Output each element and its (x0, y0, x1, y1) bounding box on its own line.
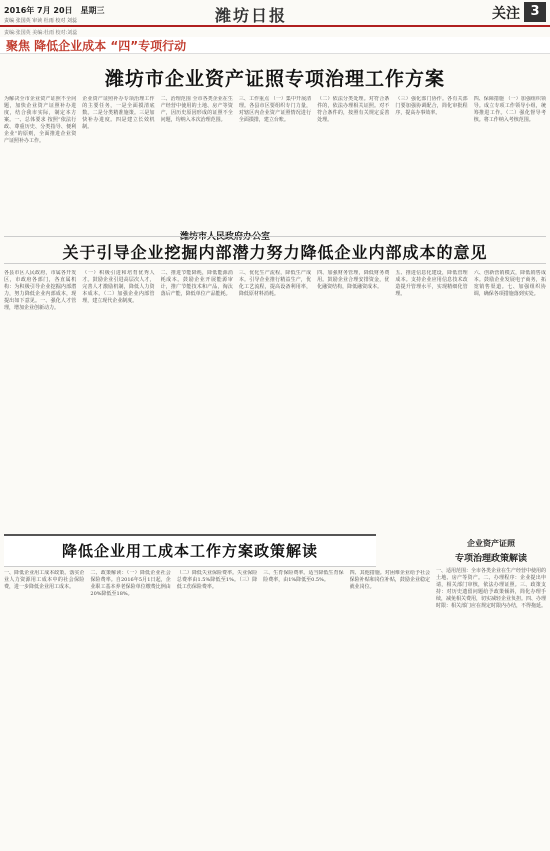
article3-col-4: 三、生育保险费率。适当降低生育保险费率，由1%降低至0.5%。 (263, 570, 344, 583)
article2-col-5: 四、加强财务管理，降低财务费用。鼓励企业合理安排资金，优化融资结构，降低融资成本。 (317, 270, 390, 290)
newspaper-logo: 潍坊日报 (215, 6, 288, 25)
sidebar-title: 专项治理政策解读 (454, 554, 527, 564)
article1-col-5: （二）依法分类处理。对符合条件的，依法办理相关证照。对不符合条件的，按照有关规定妥善处理。 (317, 96, 390, 123)
article2-col-2: （一）积极引进和培育优秀人才。鼓励企业引进高层次人才，完善人才激励机制，降低人力资本成本。（二）加强企业内部管理，建立现代企业制度。 (82, 270, 155, 304)
article3-col-1: 一、降低企业用工成本政策。落实企业人力资源用工成本中的社会保险费，进一步降低企业用工成本。 (4, 570, 85, 590)
article2-col-1: 各县市区人民政府，市属各开发区，市政府各部门，各直属机构：为积极引导企业挖掘内部潜力，努力降低企业内部成本，现提出如下意见。一、强化人才管理，增加企业创新动力。 (4, 270, 77, 311)
article1-col-6: （三）强化部门协作。各有关部门要加强协调配合，简化审批程序，提高办事效率。 (395, 96, 468, 116)
article1-col-4: 三、工作重点 （一）集中开展清理。各县市区要组织专门力量，对辖区内企业资产证照情况进行全面摸排，建立台账。 (238, 96, 312, 123)
article2-col-6: 五、推进信息化建设，降低管理成本。支持企业应用信息技术改造提升管理水平，实现精细化管理。 (395, 270, 468, 297)
article1-headline: 潍坊市企业资产证照专项治理工作方案 (104, 68, 445, 90)
masthead-date: 2016年 7月 20日 星期三 (4, 6, 105, 15)
article1-col-2: 企业资产证照补办专项治理工作的主要任务，一是全面摸清底数。二是分类精准施策。三是加快补办进度。四是建立长效机制。 (82, 96, 155, 130)
sidebar-policy-box (436, 534, 546, 851)
article1-col-3: 二、治理范围 全市各类企业在生产经营中使用的土地、房产等资产，因历史原因形成的证照不全问题，均纳入本次治理范围。 (160, 96, 233, 123)
special-banner (0, 37, 550, 54)
article3-headline: 降低企业用工成本工作方案政策解读 (61, 542, 318, 560)
article2-col-7: 六、创新营销模式，降低销售成本。鼓励企业发展电子商务，拓宽销售渠道。七、加强组织协调，确保各项措施落到实处。 (473, 270, 546, 297)
article3-col-2: 二、政策解读：（一）降低企业社会保险费率。自2016年5月1日起，企业职工基本养老保险单位缴费比例由20%降低至18%。 (90, 570, 171, 597)
article2-col-4: 三、优化生产流程，降低生产成本。引导企业推行精益生产，优化工艺流程，提高设备利用率，降低原材料消耗。 (238, 270, 312, 297)
article3-col-3: （二）降低失业保险费率。失业保险总费率由1.5%降低至1%。（三）降低工伤保险费率。 (176, 570, 258, 590)
masthead-rule (0, 25, 550, 27)
page-number: 3 (524, 2, 546, 22)
article1-body (4, 96, 546, 226)
sidebar-text: 一、适用范围：全市各类企业在生产经营中使用的土地、房产等资产。二、办理程序：企业提出申请，相关部门审核，依法办理证照。三、政策支持：对历史遗留问题给予政策倾斜，简化办理手续，减免相关费用，切实减轻企业负担。四、办理时限：相关部门应在规定时限内办结，不得拖延。 (436, 568, 547, 609)
article3-body (4, 570, 430, 848)
article2-headline: 关于引导企业挖掘内部潜力努力降低企业内部成本的意见 (62, 243, 488, 262)
article2-body (4, 270, 546, 526)
sidebar-kicker: 企业资产证照 (467, 539, 515, 548)
article2-dateline: 潍坊市人民政府办公室 (180, 232, 271, 242)
banner-text: 聚焦 降低企业成本 “四”专项行动 (6, 39, 187, 53)
article1-col-7: 四、保障措施 （一）加强组织领导。成立专项工作领导小组，统筹推进工作。（二）强化督导考核。将工作纳入考核范围。 (473, 96, 546, 123)
masthead (0, 0, 550, 42)
masthead-meta: 责编:张国英 美编:杜雨 校对:刘蕊 (4, 30, 78, 36)
masthead-subline: 责编 张国英 审读 杜雨 校对 刘蕊 (4, 18, 77, 24)
article3-col-5: 四、其他措施。对困难企业给予社会保险补贴和岗位补贴，鼓励企业稳定就业岗位。 (349, 570, 431, 590)
article2-col-3: 二、推进节能降耗，降低能源消耗成本。鼓励企业开展能源审计，推广节能技术和产品，淘汰落后产能，降低单位产品能耗。 (160, 270, 233, 297)
article1-col-1: 为解决全市企业资产证照不全问题，加快企业资产证照补办进度，结合我市实际，制定本方案。一、总体要求 按照“依法行政、尊重历史、分类指导、便利企业”的原则，全面推进企业资产证照补办工作。 (4, 96, 77, 144)
section-title: 关注 (492, 6, 520, 22)
